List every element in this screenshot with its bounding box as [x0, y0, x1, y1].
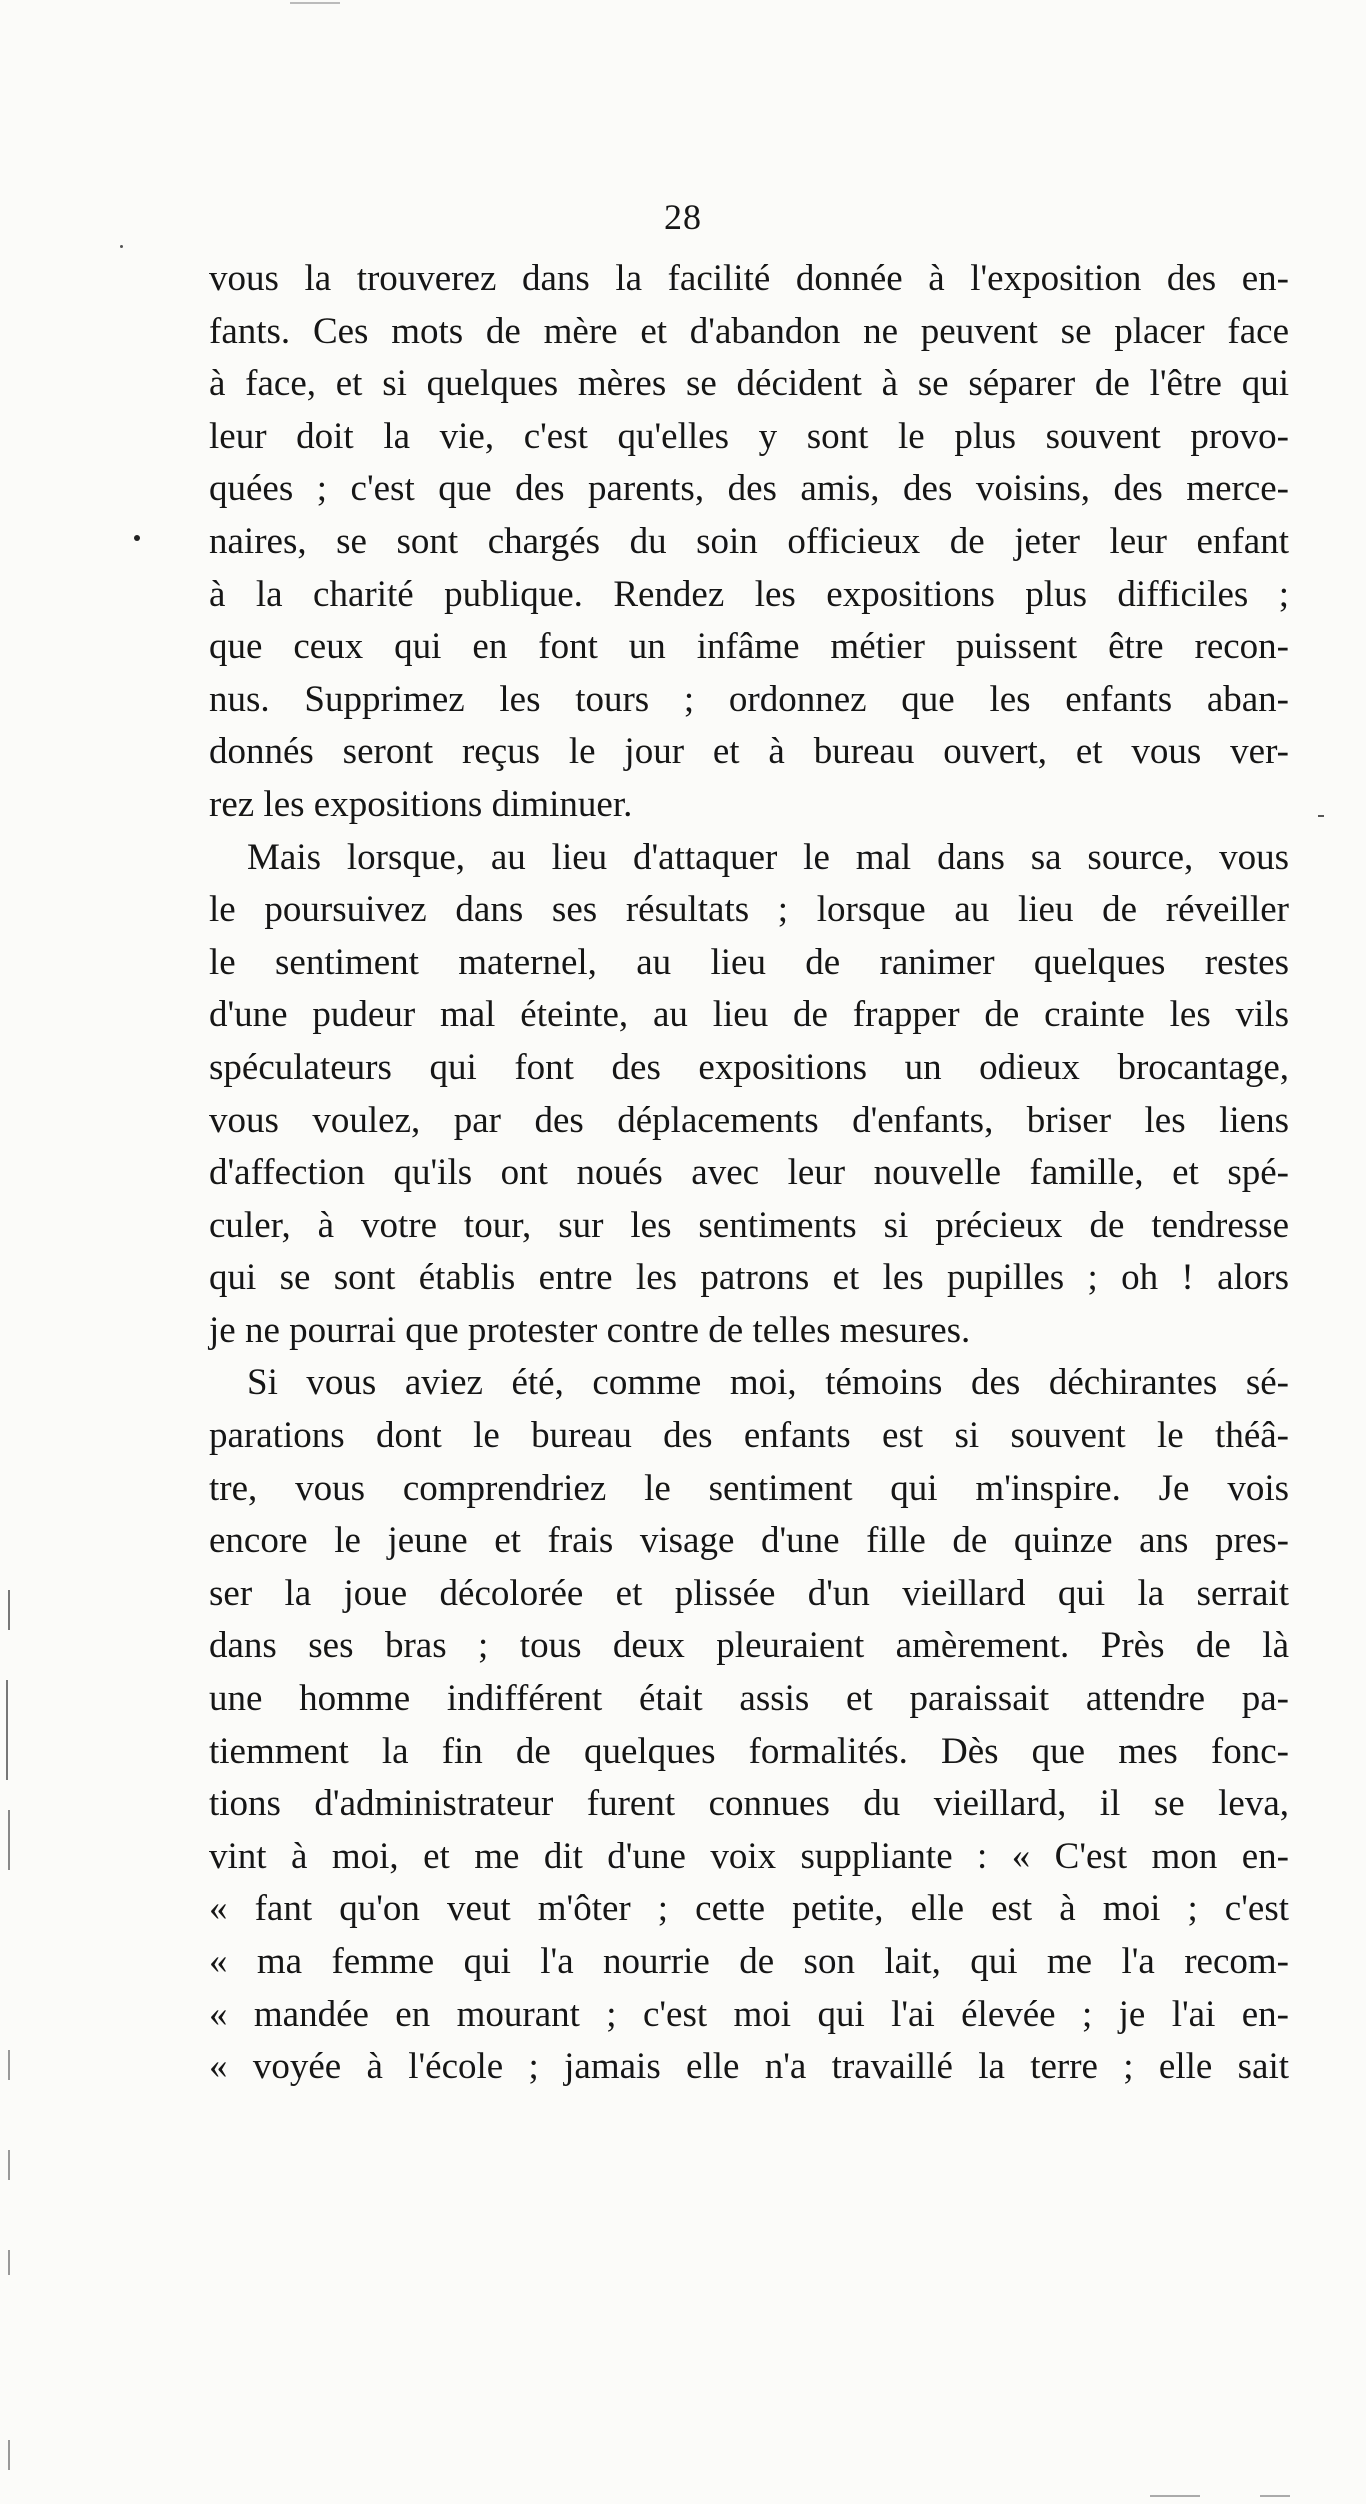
scan-dash — [290, 2, 340, 4]
text-line: « fant qu'on veut m'ôter ; cette petite, elle est à moi ; c'est — [209, 1888, 1289, 1930]
text-line: je ne pourrai que protester contre de telles mesures. — [209, 1309, 971, 1351]
text-line: vous voulez, par des déplacements d'enfants, briser les liens — [209, 1099, 1289, 1141]
text-line: dans ses bras ; tous deux pleuraient amèrement. Près de là — [209, 1625, 1289, 1667]
text-line: que ceux qui en font un infâme métier puissent être recon- — [209, 626, 1289, 668]
text-line: d'une pudeur mal éteinte, au lieu de frapper de crainte les vils — [209, 994, 1289, 1036]
text-line: à la charité publique. Rendez les expositions plus difficiles ; — [209, 573, 1289, 615]
text-line: le poursuivez dans ses résultats ; lorsque au lieu de réveiller — [209, 889, 1289, 931]
text-line: « voyée à l'école ; jamais elle n'a travaillé la terre ; elle sait — [209, 2046, 1289, 2088]
paragraph — [209, 1357, 1289, 2093]
margin-mark — [8, 2150, 10, 2180]
text-line: naires, se sont chargés du soin officieux de jeter leur enfant — [209, 520, 1289, 562]
margin-mark — [8, 1810, 10, 1870]
text-line: vint à moi, et me dit d'une voix suppliante : « C'est mon en- — [209, 1835, 1289, 1877]
text-line: fants. Ces mots de mère et d'abandon ne peuvent se placer face — [209, 310, 1289, 352]
paragraph — [209, 253, 1289, 832]
text-line: parations dont le bureau des enfants est si souvent le théâ- — [209, 1415, 1289, 1457]
scan-speck — [1318, 815, 1324, 817]
text-line: spéculateurs qui font des expositions un odieux brocantage, — [209, 1046, 1289, 1088]
text-line: d'affection qu'ils ont noués avec leur nouvelle famille, et spé- — [209, 1152, 1289, 1194]
text-line: à face, et si quelques mères se décident à se séparer de l'être qui — [209, 363, 1289, 405]
margin-mark — [8, 2050, 10, 2080]
text-line: leur doit la vie, c'est qu'elles y sont le plus souvent provo- — [209, 415, 1289, 457]
text-line: « mandée en mourant ; c'est moi qui l'ai élevée ; je l'ai en- — [209, 1993, 1289, 2035]
text-line: vous la trouverez dans la facilité donnée à l'exposition des en- — [209, 258, 1289, 299]
text-line: donnés seront reçus le jour et à bureau ouvert, et vous ver- — [209, 731, 1289, 773]
text-line: rez les expositions diminuer. — [209, 783, 633, 825]
margin-mark — [8, 2250, 10, 2275]
text-line: nus. Supprimez les tours ; ordonnez que les enfants aban- — [209, 678, 1289, 720]
text-line: culer, à votre tour, sur les sentiments si précieux de tendresse — [209, 1204, 1289, 1246]
scan-dash — [1260, 2495, 1290, 2497]
text-line: le sentiment maternel, au lieu de ranimer quelques restes — [209, 941, 1289, 983]
text-line: tre, vous comprendriez le sentiment qui m'inspire. Je vois — [209, 1467, 1289, 1509]
scan-dash — [1150, 2495, 1200, 2497]
scan-speck — [134, 535, 140, 541]
text-line: tiemment la fin de quelques formalités. Dès que mes fonc- — [209, 1730, 1289, 1772]
text-line: quées ; c'est que des parents, des amis, des voisins, des merce- — [209, 468, 1289, 510]
text-line: Mais lorsque, au lieu d'attaquer le mal dans sa source, vous — [247, 836, 1289, 878]
body-text — [209, 253, 1289, 2094]
text-line: Si vous aviez été, comme moi, témoins des déchirantes sé- — [247, 1362, 1289, 1404]
text-line: ser la joue décolorée et plissée d'un vieillard qui la serrait — [209, 1572, 1289, 1614]
text-line: « ma femme qui l'a nourrie de son lait, qui me l'a recom- — [209, 1941, 1289, 1982]
page-number: 28 — [664, 197, 702, 237]
margin-mark — [6, 1680, 8, 1780]
text-line: tions d'administrateur furent connues du vieillard, il se leva, — [209, 1783, 1289, 1825]
text-line: encore le jeune et frais visage d'une fille de quinze ans pres- — [209, 1520, 1289, 1562]
margin-mark — [8, 2440, 10, 2470]
margin-mark — [8, 1590, 10, 1630]
text-line: qui se sont établis entre les patrons et les pupilles ; oh ! alors — [209, 1257, 1289, 1299]
text-line: une homme indifférent était assis et paraissait attendre pa- — [209, 1678, 1289, 1720]
scan-speck — [120, 245, 123, 248]
paragraph — [209, 832, 1289, 1358]
